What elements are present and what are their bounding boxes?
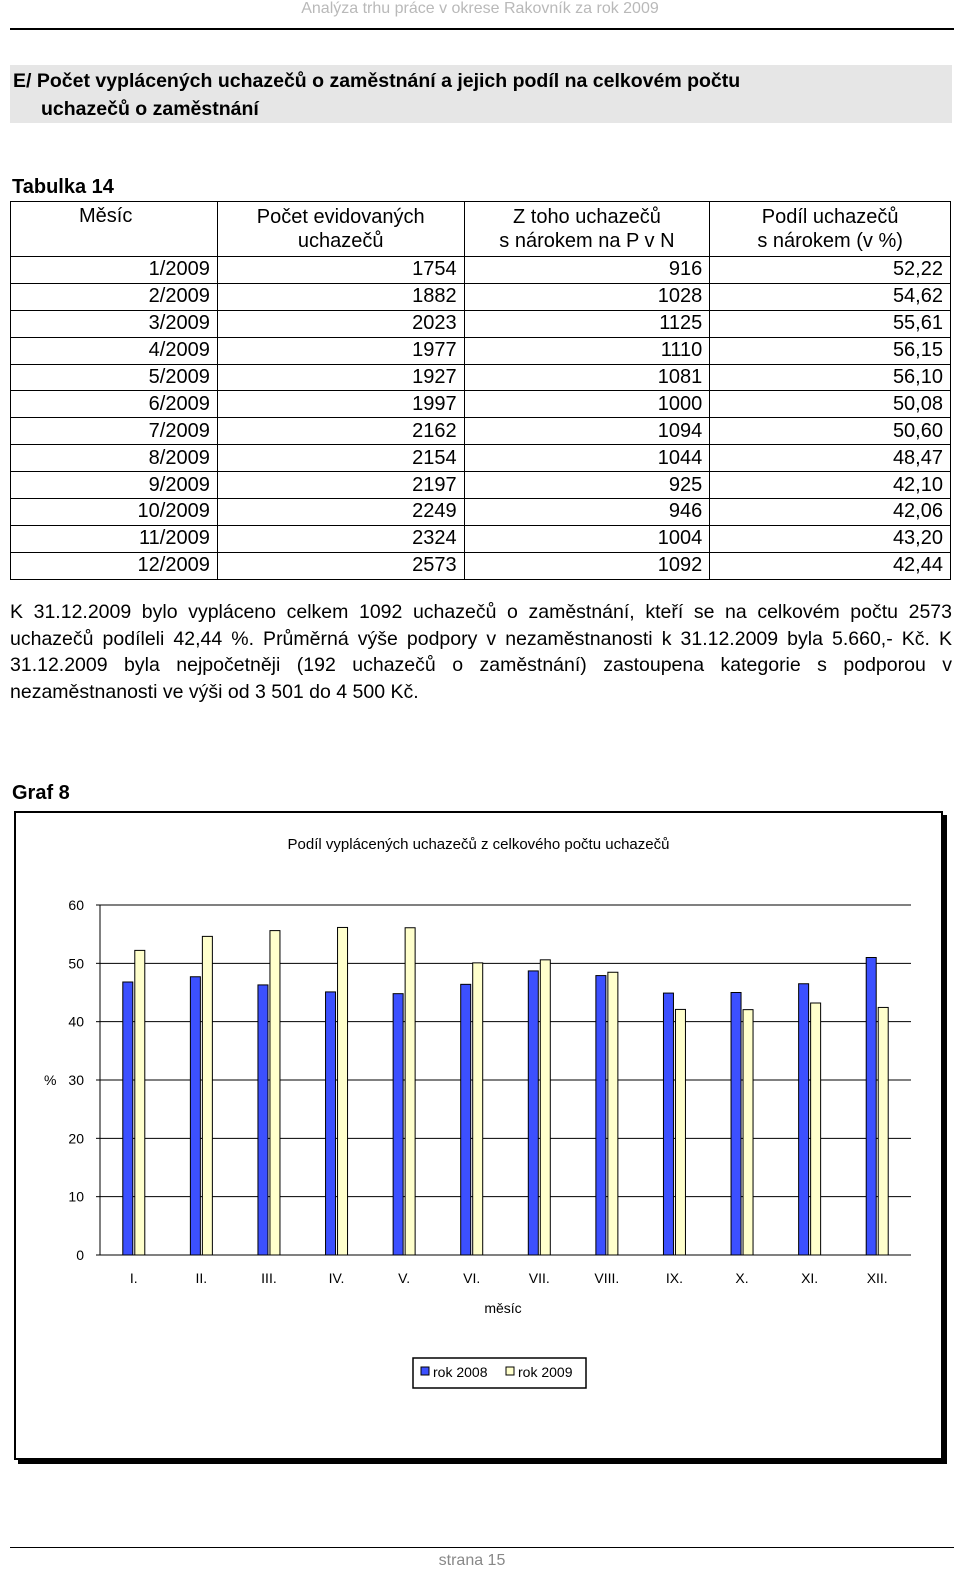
cell-registered: 2154	[217, 445, 464, 472]
bar-2009	[608, 972, 618, 1255]
cell-month: 9/2009	[11, 472, 218, 499]
y-axis-label: %	[44, 1072, 57, 1088]
bar-2008	[326, 992, 336, 1255]
section-title-line-2: uchazečů o zaměstnání	[41, 98, 259, 120]
bar-2008	[123, 982, 133, 1255]
cell-registered: 1997	[217, 391, 464, 418]
cell-entitled: 1092	[464, 552, 710, 579]
cell-entitled: 916	[464, 257, 710, 284]
y-tick-label: 40	[68, 1013, 84, 1030]
cell-entitled: 1110	[464, 337, 710, 364]
x-tick-label: I.	[129, 1270, 138, 1286]
cell-entitled: 1044	[464, 445, 710, 472]
x-tick-label: II.	[195, 1270, 208, 1286]
cell-registered: 2324	[217, 525, 464, 552]
y-tick-label: 10	[68, 1188, 84, 1205]
column-header-registered: Počet evidovaných uchazečů	[217, 202, 464, 257]
x-tick-label: XI.	[801, 1270, 819, 1286]
bar-2009	[473, 963, 483, 1255]
bar-chart	[16, 813, 941, 1458]
table-caption: Tabulka 14	[12, 176, 114, 198]
table-row	[11, 364, 951, 391]
bar-2009	[743, 1010, 753, 1255]
cell-share: 56,10	[710, 364, 951, 391]
cell-month: 5/2009	[11, 364, 218, 391]
cell-share: 56,15	[710, 337, 951, 364]
cell-entitled: 1028	[464, 283, 710, 310]
cell-entitled: 946	[464, 499, 710, 526]
cell-entitled: 1094	[464, 418, 710, 445]
cell-entitled: 1081	[464, 364, 710, 391]
bar-2008	[596, 976, 606, 1255]
column-header-month: Měsíc	[11, 202, 218, 257]
legend-label: rok 2008	[433, 1364, 488, 1380]
cell-registered: 2023	[217, 310, 464, 337]
table-row	[11, 445, 951, 472]
legend-label: rok 2009	[518, 1364, 573, 1380]
bar-2009	[405, 928, 415, 1255]
section-title-line-1: E/ Počet vyplácených uchazečů o zaměstnání a jejich podíl na celkovém počtu	[13, 70, 741, 92]
x-tick-label: VIII.	[594, 1270, 620, 1286]
bar-2008	[190, 977, 200, 1255]
cell-month: 6/2009	[11, 391, 218, 418]
y-tick-label: 60	[68, 897, 84, 913]
y-tick-label: 0	[76, 1247, 84, 1263]
bar-2009	[540, 960, 550, 1255]
cell-share: 54,62	[710, 283, 951, 310]
page-header-title: Analýza trhu práce v okrese Rakovník za rok 2009	[301, 0, 659, 17]
x-tick-label: III.	[261, 1270, 277, 1286]
cell-registered: 1754	[217, 257, 464, 284]
cell-share: 42,44	[710, 552, 951, 579]
bar-2009	[202, 936, 212, 1255]
bar-2008	[461, 984, 471, 1255]
chart-title: Podíl vyplácených uchazečů z celkového počtu uchazečů	[287, 836, 670, 853]
bar-2008	[866, 958, 876, 1256]
chart-frame	[14, 811, 943, 1460]
table-row	[11, 525, 951, 552]
cell-share: 55,61	[710, 310, 951, 337]
cell-month: 3/2009	[11, 310, 218, 337]
cell-share: 50,60	[710, 418, 951, 445]
cell-share: 43,20	[710, 525, 951, 552]
cell-month: 7/2009	[11, 418, 218, 445]
cell-month: 8/2009	[11, 445, 218, 472]
table-row	[11, 283, 951, 310]
cell-share: 48,47	[710, 445, 951, 472]
cell-month: 4/2009	[11, 337, 218, 364]
x-tick-label: XII.	[866, 1270, 888, 1286]
cell-month: 2/2009	[11, 283, 218, 310]
cell-share: 42,06	[710, 499, 951, 526]
x-tick-label: VI.	[463, 1270, 481, 1286]
bar-2008	[731, 993, 741, 1256]
x-axis-label: měsíc	[484, 1300, 522, 1316]
table-row	[11, 472, 951, 499]
cell-share: 50,08	[710, 391, 951, 418]
page-number: strana 15	[438, 1552, 506, 1569]
legend-swatch	[421, 1367, 429, 1375]
cell-registered: 1977	[217, 337, 464, 364]
y-tick-label: 30	[68, 1072, 84, 1088]
bar-2008	[799, 984, 809, 1255]
cell-month: 12/2009	[11, 552, 218, 579]
graph-caption: Graf 8	[12, 782, 70, 804]
summary-paragraph: K 31.12.2009 bylo vypláceno celkem 1092 uchazečů o zaměstnání, kteří se na celkovém počtu 2573 uchazečů podíleli 42,44 %. Průměrná výše podpory v nezaměstnanosti k 31.12.2009 byla 5.660,- Kč. K 31.12.2009 byla nejpočetněji (192 uchazečů o zaměstnání) zastoupena kategorie s podporou v nezaměstnanosti ve výši od 3 501 do 4 500 Kč.	[10, 601, 952, 703]
footer-divider	[10, 1547, 954, 1548]
x-tick-label: IX.	[665, 1270, 684, 1286]
cell-share: 52,22	[710, 257, 951, 284]
table-row	[11, 552, 951, 579]
bar-2009	[270, 931, 280, 1255]
y-tick-label: 20	[68, 1130, 84, 1147]
cell-registered: 1927	[217, 364, 464, 391]
bar-2008	[663, 993, 673, 1255]
data-table	[10, 201, 951, 580]
cell-registered: 2249	[217, 499, 464, 526]
table-row	[11, 418, 951, 445]
column-header-share: Podíl uchazečů s nárokem (v %)	[710, 202, 951, 257]
cell-registered: 1882	[217, 283, 464, 310]
cell-registered: 2197	[217, 472, 464, 499]
section-heading	[10, 65, 952, 123]
bar-2009	[878, 1007, 888, 1255]
bar-2009	[338, 927, 348, 1255]
cell-entitled: 1000	[464, 391, 710, 418]
cell-entitled: 1004	[464, 525, 710, 552]
legend-swatch	[506, 1367, 514, 1375]
cell-month: 11/2009	[11, 525, 218, 552]
y-tick-label: 50	[68, 955, 84, 972]
bar-2008	[528, 971, 538, 1255]
header-divider	[10, 28, 954, 30]
cell-registered: 2162	[217, 418, 464, 445]
cell-month: 1/2009	[11, 257, 218, 284]
cell-share: 42,10	[710, 472, 951, 499]
table-row	[11, 257, 951, 284]
bar-2009	[811, 1003, 821, 1255]
cell-registered: 2573	[217, 552, 464, 579]
table-row	[11, 310, 951, 337]
bar-2008	[393, 994, 403, 1255]
bar-2009	[135, 950, 145, 1255]
x-tick-label: IV.	[328, 1270, 345, 1286]
cell-entitled: 1125	[464, 310, 710, 337]
table-row	[11, 337, 951, 364]
bar-2009	[675, 1009, 685, 1255]
bar-2008	[258, 985, 268, 1255]
cell-entitled: 925	[464, 472, 710, 499]
x-tick-label: V.	[398, 1270, 411, 1286]
x-tick-label: X.	[735, 1270, 749, 1286]
column-header-entitled: Z toho uchazečů s nárokem na P v N	[464, 202, 710, 257]
cell-month: 10/2009	[11, 499, 218, 526]
table-row	[11, 391, 951, 418]
table-header-row	[11, 202, 951, 257]
table-row	[11, 499, 951, 526]
x-tick-label: VII.	[528, 1270, 550, 1286]
